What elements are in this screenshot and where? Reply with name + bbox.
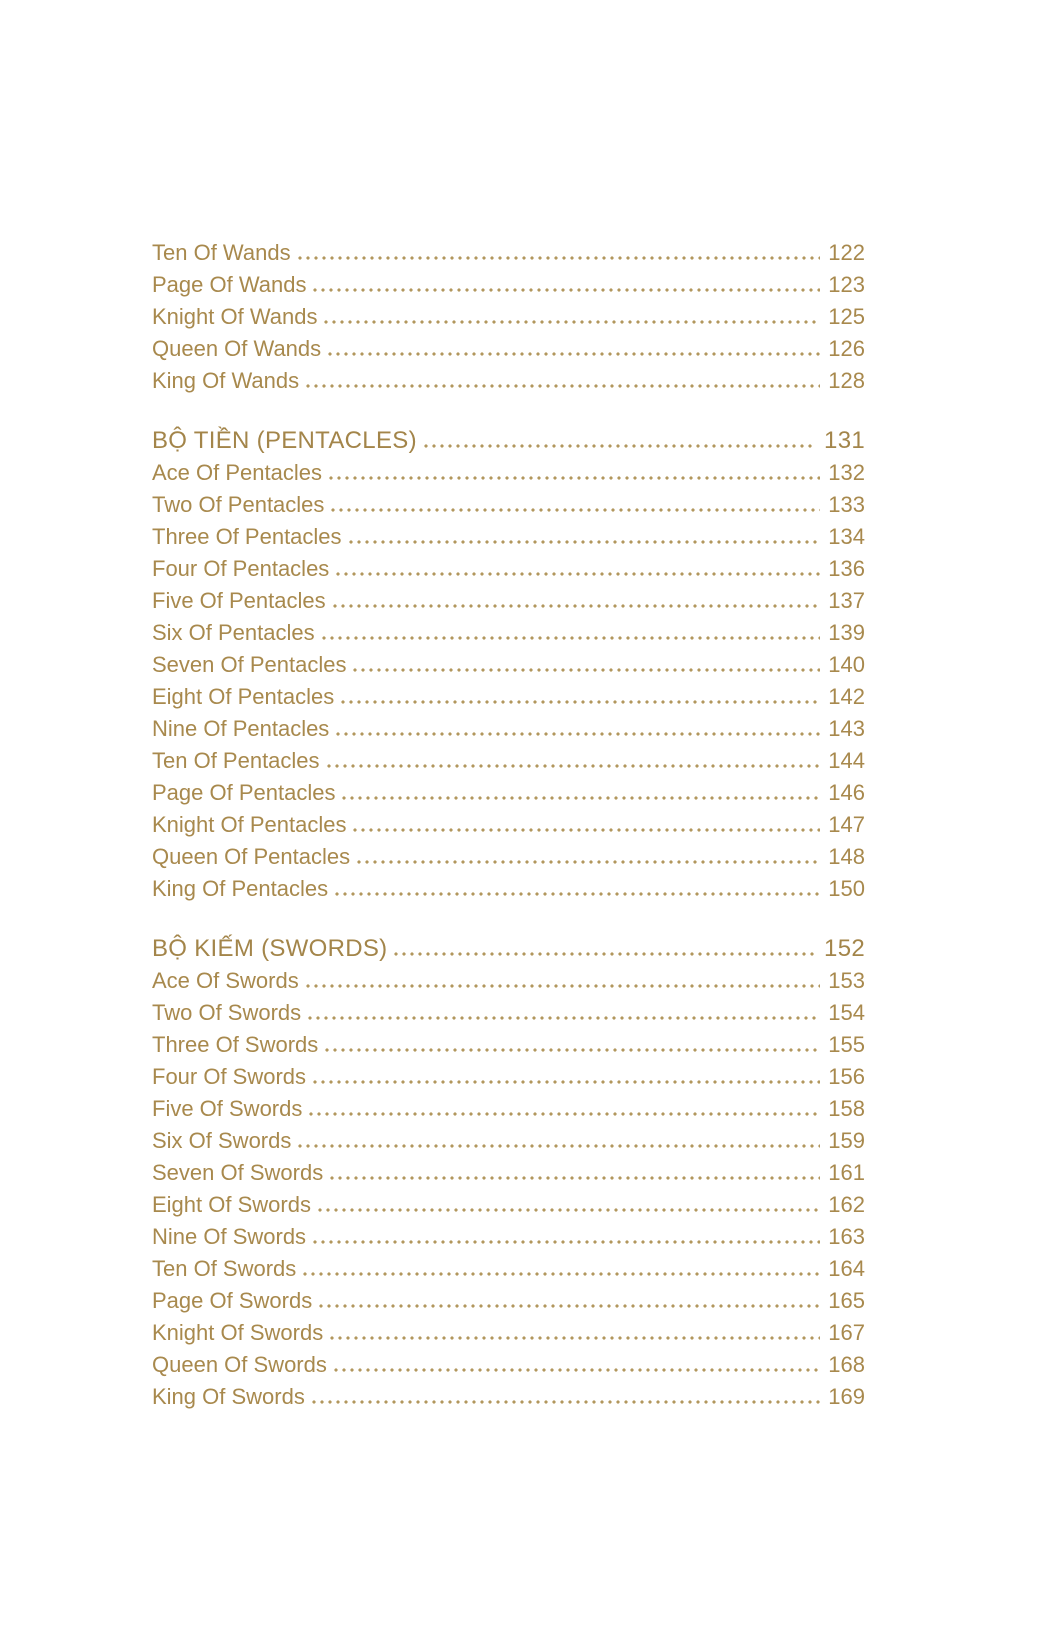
toc-page-number: 128 bbox=[828, 368, 865, 393]
dot-leader bbox=[394, 952, 816, 956]
toc-page-number: 136 bbox=[828, 556, 865, 581]
toc-entry-label: Knight Of Pentacles bbox=[152, 812, 347, 837]
toc-entry-label: Two Of Swords bbox=[152, 1000, 302, 1025]
toc-entry-label: Knight Of Swords bbox=[152, 1320, 324, 1345]
toc-entry-row bbox=[152, 994, 865, 1026]
toc-page-number: 152 bbox=[824, 935, 865, 962]
dot-leader bbox=[335, 892, 820, 896]
dot-leader bbox=[313, 288, 820, 292]
toc-page-number: 134 bbox=[828, 524, 865, 549]
dot-leader bbox=[342, 796, 820, 800]
toc-entry-label: Seven Of Pentacles bbox=[152, 652, 347, 677]
dot-leader bbox=[298, 1144, 820, 1148]
toc-entry-row bbox=[152, 838, 865, 870]
toc-entry-label: Eight Of Pentacles bbox=[152, 684, 335, 709]
toc-page-number: 164 bbox=[828, 1256, 865, 1281]
toc-entry-row bbox=[152, 1122, 865, 1154]
toc-entry-label: Queen Of Pentacles bbox=[152, 844, 351, 869]
toc-entry-row bbox=[152, 582, 865, 614]
toc-entry-row bbox=[152, 1378, 865, 1410]
toc-page-number: 155 bbox=[828, 1032, 865, 1057]
toc-page-number: 122 bbox=[828, 240, 865, 265]
toc-entry-label: Five Of Swords bbox=[152, 1096, 303, 1121]
dot-leader bbox=[353, 668, 820, 672]
dot-leader bbox=[306, 384, 820, 388]
toc-page-number: 126 bbox=[828, 336, 865, 361]
toc-page-number: 162 bbox=[828, 1192, 865, 1217]
toc-entry-label: Ace Of Swords bbox=[152, 968, 299, 993]
toc-entry-row bbox=[152, 330, 865, 362]
dot-leader bbox=[330, 1176, 820, 1180]
dot-leader bbox=[325, 1048, 820, 1052]
toc-section-heading-row bbox=[152, 930, 865, 962]
toc-entry-row bbox=[152, 614, 865, 646]
dot-leader bbox=[318, 1208, 820, 1212]
toc-entry-row bbox=[152, 234, 865, 266]
toc-page-number: 143 bbox=[828, 716, 865, 741]
toc-entry-label: Nine Of Swords bbox=[152, 1224, 307, 1249]
toc-page-number: 131 bbox=[824, 427, 865, 454]
toc-entry-label: Ten Of Swords bbox=[152, 1256, 297, 1281]
toc-entry-label: Five Of Pentacles bbox=[152, 588, 326, 613]
dot-leader bbox=[334, 1368, 820, 1372]
toc-page-number: 123 bbox=[828, 272, 865, 297]
dot-leader bbox=[303, 1272, 820, 1276]
dot-leader bbox=[357, 860, 820, 864]
toc-section bbox=[152, 930, 865, 1410]
toc-page-number: 146 bbox=[828, 780, 865, 805]
dot-leader bbox=[331, 508, 820, 512]
toc-entry-label: Six Of Pentacles bbox=[152, 620, 315, 645]
toc-entry-row bbox=[152, 710, 865, 742]
dot-leader bbox=[313, 1240, 820, 1244]
toc-page-number: 144 bbox=[828, 748, 865, 773]
toc-page-number: 156 bbox=[828, 1064, 865, 1089]
dot-leader bbox=[298, 256, 821, 260]
toc-entry-label: Four Of Swords bbox=[152, 1064, 307, 1089]
toc-page-number: 159 bbox=[828, 1128, 865, 1153]
toc-entry-row bbox=[152, 806, 865, 838]
toc-page-number: 167 bbox=[828, 1320, 865, 1345]
toc-entry-label: Four Of Pentacles bbox=[152, 556, 330, 581]
toc-entry-label: King Of Pentacles bbox=[152, 876, 329, 901]
dot-leader bbox=[424, 444, 816, 448]
toc-entry-row bbox=[152, 454, 865, 486]
dot-leader bbox=[328, 352, 820, 356]
toc-entry-row bbox=[152, 962, 865, 994]
toc-entry-row bbox=[152, 1282, 865, 1314]
toc-list bbox=[152, 234, 865, 1410]
toc-page-number: 169 bbox=[828, 1384, 865, 1409]
toc-entry-label: Six Of Swords bbox=[152, 1128, 292, 1153]
toc-page bbox=[152, 234, 865, 1410]
dot-leader bbox=[341, 700, 820, 704]
toc-page-number: 140 bbox=[828, 652, 865, 677]
dot-leader bbox=[336, 572, 820, 576]
dot-leader bbox=[322, 636, 821, 640]
toc-entry-row bbox=[152, 1058, 865, 1090]
dot-leader bbox=[324, 320, 820, 324]
toc-entry-row bbox=[152, 1250, 865, 1282]
toc-section bbox=[152, 422, 865, 902]
toc-entry-label: King Of Swords bbox=[152, 1384, 305, 1409]
toc-page-number: 161 bbox=[828, 1160, 865, 1185]
toc-entry-row bbox=[152, 1090, 865, 1122]
toc-entry-row bbox=[152, 362, 865, 394]
toc-entry-label: Ten Of Wands bbox=[152, 240, 291, 265]
toc-entry-label: Three Of Pentacles bbox=[152, 524, 342, 549]
toc-page-number: 165 bbox=[828, 1288, 865, 1313]
toc-entry-label: Queen Of Wands bbox=[152, 336, 322, 361]
dot-leader bbox=[313, 1080, 820, 1084]
toc-entry-row bbox=[152, 1186, 865, 1218]
toc-page-number: 139 bbox=[828, 620, 865, 645]
dot-leader bbox=[327, 764, 821, 768]
toc-entry-label: Ten Of Pentacles bbox=[152, 748, 320, 773]
toc-page-number: 125 bbox=[828, 304, 865, 329]
toc-entry-label: Three Of Swords bbox=[152, 1032, 319, 1057]
toc-entry-row bbox=[152, 1314, 865, 1346]
toc-entry-label: Seven Of Swords bbox=[152, 1160, 324, 1185]
toc-entry-row bbox=[152, 1154, 865, 1186]
toc-entry-label: King Of Wands bbox=[152, 368, 300, 393]
toc-page-number: 154 bbox=[828, 1000, 865, 1025]
dot-leader bbox=[312, 1400, 820, 1404]
dot-leader bbox=[319, 1304, 820, 1308]
dot-leader bbox=[333, 604, 821, 608]
dot-leader bbox=[309, 1112, 820, 1116]
dot-leader bbox=[349, 540, 821, 544]
toc-entry-row bbox=[152, 550, 865, 582]
toc-entry-label: Two Of Pentacles bbox=[152, 492, 325, 517]
toc-page-number: 142 bbox=[828, 684, 865, 709]
dot-leader bbox=[353, 828, 820, 832]
toc-page-number: 168 bbox=[828, 1352, 865, 1377]
toc-section-heading-label: BỘ TIỀN (PENTACLES) bbox=[152, 427, 417, 454]
toc-entry-label: Eight Of Swords bbox=[152, 1192, 311, 1217]
toc-page-number: 137 bbox=[828, 588, 865, 613]
toc-entry-row bbox=[152, 1026, 865, 1058]
toc-entry-row bbox=[152, 518, 865, 550]
toc-page-number: 148 bbox=[828, 844, 865, 869]
toc-section-heading-label: BỘ KIẾM (SWORDS) bbox=[152, 935, 388, 962]
toc-entry-row bbox=[152, 1218, 865, 1250]
toc-section bbox=[152, 234, 865, 394]
toc-entry-row bbox=[152, 486, 865, 518]
toc-entry-row bbox=[152, 1346, 865, 1378]
toc-entry-label: Knight Of Wands bbox=[152, 304, 318, 329]
dot-leader bbox=[336, 732, 820, 736]
toc-entry-label: Queen Of Swords bbox=[152, 1352, 327, 1377]
toc-entry-label: Page Of Swords bbox=[152, 1288, 313, 1313]
toc-page-number: 147 bbox=[828, 812, 865, 837]
toc-entry-label: Page Of Wands bbox=[152, 272, 307, 297]
toc-page-number: 153 bbox=[828, 968, 865, 993]
toc-page-number: 158 bbox=[828, 1096, 865, 1121]
toc-section-heading-row bbox=[152, 422, 865, 454]
toc-entry-row bbox=[152, 870, 865, 902]
toc-page-number: 163 bbox=[828, 1224, 865, 1249]
dot-leader bbox=[329, 476, 820, 480]
toc-page-number: 150 bbox=[828, 876, 865, 901]
toc-entry-row bbox=[152, 742, 865, 774]
toc-entry-row bbox=[152, 774, 865, 806]
toc-entry-label: Ace Of Pentacles bbox=[152, 460, 322, 485]
toc-entry-row bbox=[152, 646, 865, 678]
toc-entry-row bbox=[152, 298, 865, 330]
toc-entry-label: Nine Of Pentacles bbox=[152, 716, 330, 741]
dot-leader bbox=[308, 1016, 820, 1020]
dot-leader bbox=[330, 1336, 820, 1340]
toc-page-number: 133 bbox=[828, 492, 865, 517]
toc-entry-row bbox=[152, 678, 865, 710]
dot-leader bbox=[306, 984, 821, 988]
toc-page-number: 132 bbox=[828, 460, 865, 485]
toc-entry-row bbox=[152, 266, 865, 298]
toc-entry-label: Page Of Pentacles bbox=[152, 780, 336, 805]
